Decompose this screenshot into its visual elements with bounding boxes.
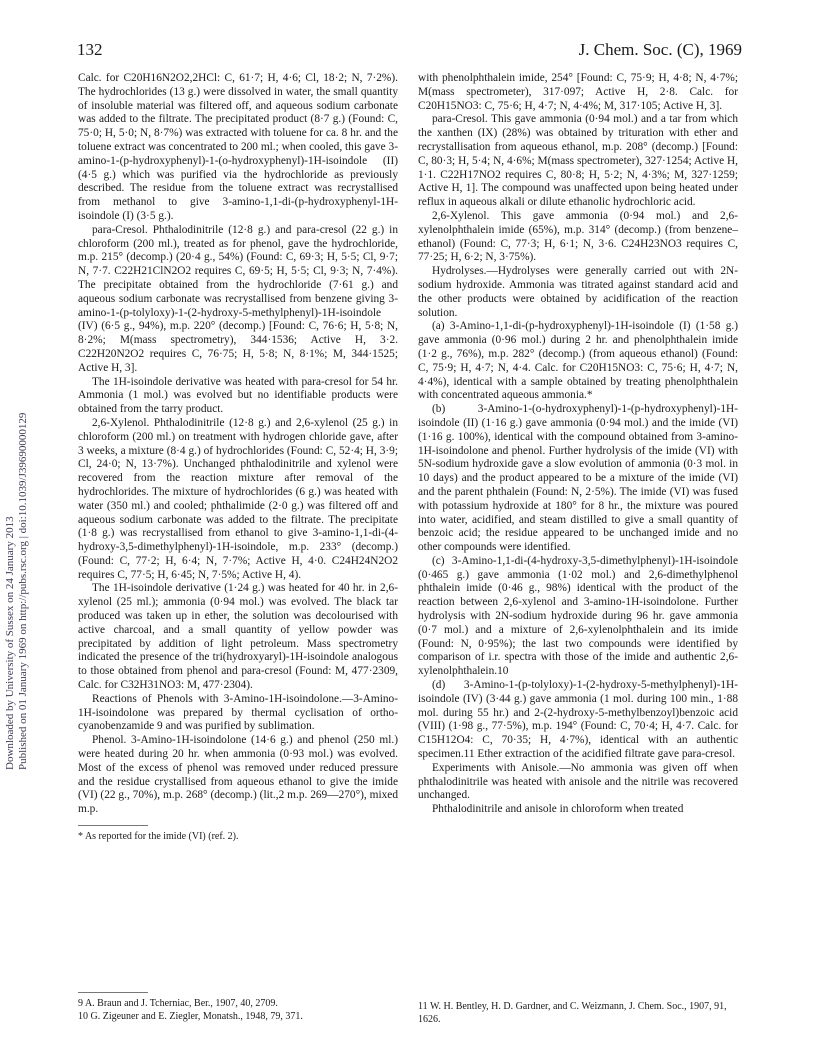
right-paragraph: (d) 3-Amino-1-(p-tolyloxy)-1-(2-hydroxy-5-methylphenyl)-1H-isoindole (IV) (3·44 g.) gave ammonia (1 mol. during 100 min., 1·88 mol. during 55 hr.) and 2-(2-hydroxy-5-methylbenzoyl)benzoic acid (VIII) (1·98 g., 77·5%), m.p. 194° (Found: C, 70·4; H, 4·7. Calc. for C15H12O4: C, 70·35; H, 4·7%), identical with an authentic specimen.11 Ether extraction of the acidified filtrate gave para-cresol. <box>418 679 738 761</box>
left-paragraph: Reactions of Phenols with 3-Amino-1H-isoindolone.—3-Amino-1H-isoindolone was prepared by thermal cyclisation of ortho-cyanobenzamide 9 and was purified by sublimation. <box>78 692 398 733</box>
side-note-line-2: Published on 01 January 1969 on http://pubs.rsc.org | doi:10.1039/J39690000129 <box>17 412 29 770</box>
right-paragraph: para-Cresol. This gave ammonia (0·94 mol.) and a tar from which the xanthen (IX) (28%) was obtained by trituration with ether and recrystallisation from aqueous ethanol, m.p. 208° (decomp.) [Found: C, 80·3; H, 5·4; N, 4·6%; M(mass spectrometer), 327·1254; Active H, 1·1. C22H17NO2 requires C, 80·8; H, 5·2; N, 4·3%; M, 327·1259; Active H, 1]. The compound was unaffected upon being heated under reflux in aqueous alkali or dilute ethanolic hydrochloric acid. <box>418 113 738 209</box>
right-paragraph: Phthalodinitrile and anisole in chloroform when treated <box>432 803 684 816</box>
left-paragraph: 2,6-Xylenol. Phthalodinitrile (12·8 g.) and 2,6-xylenol (25 g.) in chloroform (200 ml.) on treatment with hydrogen chloride gave, after 3 weeks, a mixture (8·4 g.) of hydrochlorides (Found: C, 52·4; H, 3·9; Cl, 24·0; N, 13·7%). Unchanged phthalodinitrile and xylenol were recovered from the reaction mixture after removal of the hydrochlorides. The mixture of hydrochlorides (6 g.) was heated with water (350 ml.) and cooled; phthalimide (2·0 g.) was filtered off and aqueous sodium carbonate was added to the filtrate. The precipitate (1·8 g.) was recrystallised from ethanol to give 3-amino-1,1-di-(4-hydroxy-3,5-dimethylphenyl)-1H-isoindole, m.p. 233° (decomp.) (Found: C, 77·2; H, 6·4; N, 7·7%; Active H, 4·0. C24H24N2O2 requires C, 77·5; H, 6·45; N, 7·5%; Active H, 4). <box>78 416 398 581</box>
right-paragraph: 2,6-Xylenol. This gave ammonia (0·94 mol.) and 2,6-xylenolphthalein imide (65%), m.p. 314° (decomp.) (from benzene–ethanol) (Found: C, 77·3; H, 6·1; N, 3·6. C24H23NO3 requires C, 77·25; H, 6·2; N, 3·75%). <box>418 209 738 264</box>
reference-item: 10 G. Zigeuner and E. Ziegler, Monatsh., 1948, 79, 371. <box>78 1010 303 1022</box>
right-paragraph: (c) 3-Amino-1,1-di-(4-hydroxy-3,5-dimethylphenyl)-1H-isoindole (0·465 g.) gave ammonia (1·02 mol.) and 2,6-dimethylphenol phthalein imide (0·46 g., 98%) identical with the product of the reaction between 2,6-xylenol and 3-amino-1H-isoindolone. Further hydrolysis with 2N-sodium hydroxide during 96 hr. gave ammonia (0·7 mol.) and a mixture of 2,6-xylenolphthalein and its imide (Found: N, 0·95%); the last two compounds were identified by comparison of i.r. spectra with those of the imide and authentic 2,6-xylenolphthalein.10 <box>418 554 738 678</box>
reference-item: 9 A. Braun and J. Tcherniac, Ber., 1907, 40, 2709. <box>78 998 278 1009</box>
side-note-line-1: Downloaded by University of Sussex on 24 January 2013 <box>4 516 16 770</box>
journal-header: J. Chem. Soc. (C), 1969 <box>578 40 742 59</box>
left-paragraph: para-Cresol. Phthalodinitrile (12·8 g.) and para-cresol (22 g.) in chloroform (200 ml.), treated as for phenol, gave the hydrochloride, m.p. 215° (decomp.) (20·4 g., 54%) (Found: C, 69·3; H, 5·5; Cl, 9·7; N, 7·7. C22H21ClN2O2 requires C, 69·5; H, 5·5; Cl, 9·3; N, 7·4%). The precipitate obtained from the hydrochloride (7·61 g.) and aqueous sodium carbonate was recrystallised from benzene giving 3-amino-1-(p-tolyloxy)-1-(2-hydroxy-5-methylphenyl)-1H-isoindole (IV) (6·5 g., 94%), m.p. 220° (decomp.) [Found: C, 76·6; H, 5·8; N, 8·2%; M(mass spectrometry), 344·1536; Active H, 3·2. C22H20N2O2 requires C, 76·75; H, 5·8; N, 8·1%; M, 344·1525; Active H, 3]. <box>78 223 398 374</box>
reference-item: 11 W. H. Bentley, H. D. Gardner, and C. Weizmann, J. Chem. Soc., 1907, 91, 1626. <box>418 1001 727 1025</box>
right-paragraph: (b) 3-Amino-1-(o-hydroxyphenyl)-1-(p-hydroxyphenyl)-1H-isoindole (II) (1·16 g.) gave ammonia (0·94 mol.) and the imide (VI) (1·16 g. 100%), identical with the compound obtained from 3-amino-1H-isoindolone and phenol. Further hydrolysis of the imide (VI) with 5N-sodium hydroxide gave a slow evolution of ammonia (0·3 mol. in 10 days) and the product appeared to be a mixture of the imide (VI) and the parent phthalein (Found: N, 2·5%). The imide (VI) was fused with potassium hydroxide at 180° for 8 hr., the mixture was poured into water, acidified, and steam distilled to give a small quantity of benzoic acid; the residue appeared to be unchanged imide and no other compounds were identified. <box>418 403 738 554</box>
page-number: 132 <box>77 40 103 59</box>
left-paragraph: The 1H-isoindole derivative was heated with para-cresol for 54 hr. Ammonia (1 mol.) was evolved but no identifiable products were obtained from the tarry product. <box>78 375 398 416</box>
references-rule <box>78 992 148 993</box>
download-side-note <box>4 210 34 770</box>
left-paragraph: Phenol. 3-Amino-1H-isoindolone (14·6 g.) and phenol (250 ml.) were heated during 20 hr. when ammonia (0·93 mol.) was evolved. Most of the excess of phenol was removed under reduced pressure and the residue crystallised from aqueous ethanol to give the imide (VI) (22 g., 70%), m.p. 268° (decomp.) (lit.,2 m.p. 269—270°), mixed m.p. <box>78 734 398 816</box>
right-paragraph: with phenolphthalein imide, 254° [Found: C, 75·9; H, 4·8; N, 4·7%; M(mass spectrometer), 317·097; Active H, 2·8. Calc. for C20H15NO3: C, 75·6; H, 4·7; N, 4·4%; M, 317·105; Active H, 3]. <box>418 72 738 112</box>
right-column <box>418 72 738 817</box>
right-paragraph: Experiments with Anisole.—No ammonia was given off when phthalodinitrile was heated with anisole and the nitrile was recovered unchanged. <box>418 761 738 802</box>
left-paragraph: Calc. for C20H16N2O2,2HCl: C, 61·7; H, 4·6; Cl, 18·2; N, 7·2%). The hydrochlorides (13 g.) were dissolved in water, the small quantity of insoluble material was filtered off, and aqueous sodium carbonate was added to the filtrate. The precipitated product (8·7 g.) (Found: C, 75·0; H, 5·0; N, 8·7%) was extracted with toluene for ca. 8 hr. and the toluene extract was concentrated to 200 ml.; when cooled, this gave 3-amino-1-(p-hydroxyphenyl)-1-(o-hydroxyphenyl)-1H-isoindole (II) (4·5 g.) which was purified via the hydrochloride as previously described. The residue from the toluene extract was recrystallised from methanol to give 3-amino-1,1-di-(p-hydroxyphenyl-1H-isoindole (I) (3·5 g.). <box>78 72 398 222</box>
left-column <box>78 72 398 844</box>
left-paragraph: The 1H-isoindole derivative (1·24 g.) was heated for 40 hr. in 2,6-xylenol (25 ml.); ammonia (0·94 mol.) was evolved. The black tar produced was taken up in ether, the solution was decolourised with active charcoal, and a small quantity of yellow powder was precipitated by addition of light petroleum. Mass spectrometry indicated the presence of the tri(hydroxyaryl)-1H-isoindole analogous to those obtained from phenol and para-cresol (Found: M, 477·2309, Calc. for C32H31NO3: M, 477·2304). <box>78 582 398 692</box>
right-paragraph: (a) 3-Amino-1,1-di-(p-hydroxyphenyl)-1H-isoindole (I) (1·58 g.) gave ammonia (0·96 mol.) during 2 hr. and phenolphthalein imide (1·2 g., 76%), m.p. 282° (decomp.) (from aqueous ethanol) (Found: C, 75·9; H, 4·7; N, 4·4. Calc. for C20H15NO3: C, 75·6; H, 4·7; N, 4·4%), identical with a sample obtained by treating phenolphthalein with concentrated aqueous ammonia.* <box>418 320 738 402</box>
left-references <box>78 992 398 1023</box>
right-paragraph: Hydrolyses.—Hydrolyses were generally carried out with 2N-sodium hydroxide. Ammonia was titrated against standard acid and the other products were obtained by acidification of the reaction solution. <box>418 265 738 319</box>
right-references <box>418 992 738 1026</box>
footnote-rule <box>78 825 148 826</box>
footnote: * As reported for the imide (VI) (ref. 2). <box>78 831 239 843</box>
